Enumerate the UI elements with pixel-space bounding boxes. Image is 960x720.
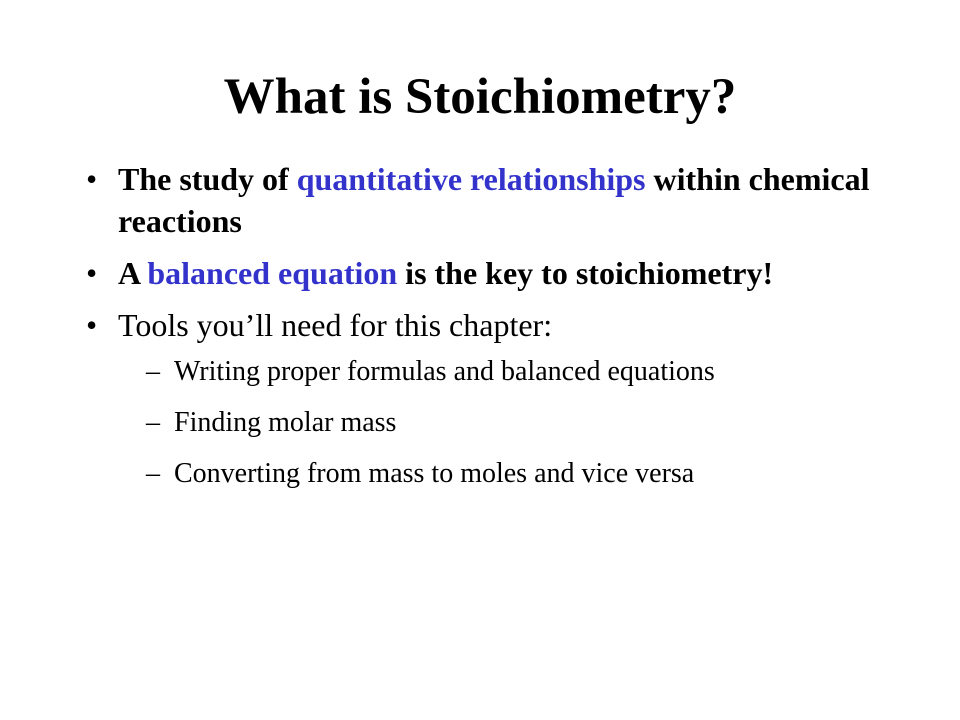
bullet-list — [86, 158, 926, 507]
bullet-item-study — [86, 158, 926, 242]
sub-bullet-item — [102, 456, 910, 492]
bullet-text-post: within chemical reactions — [118, 161, 870, 239]
bullet-text: Tools you’ll need for this chapter: — [118, 307, 553, 343]
bullet-dot-icon: • — [86, 255, 98, 291]
dash-icon: – — [146, 407, 160, 438]
dash-icon: – — [146, 356, 160, 387]
dash-icon: – — [146, 458, 160, 489]
sub-bullet-item — [102, 405, 910, 441]
bullet-dot-icon: • — [86, 307, 98, 343]
bullet-highlight: balanced equation — [147, 255, 398, 291]
sub-bullet-item — [102, 354, 910, 390]
bullet-text-post: is the key to stoichiometry! — [397, 255, 774, 291]
sub-bullet-text: Finding molar mass — [174, 407, 397, 438]
sub-bullet-list — [118, 354, 926, 492]
bullet-text-pre: A — [118, 255, 148, 291]
bullet-item-balanced-equation — [86, 252, 926, 294]
bullet-dot-icon: • — [86, 161, 98, 197]
sub-bullet-text: Converting from mass to moles and vice versa — [174, 458, 695, 489]
bullet-item-tools — [86, 304, 926, 492]
slide-title: What is Stoichiometry? — [223, 69, 737, 125]
bullet-highlight: quantitative relationships — [296, 161, 646, 197]
bullet-text-pre: The study of — [118, 161, 297, 197]
sub-bullet-text: Writing proper formulas and balanced equations — [174, 356, 715, 387]
